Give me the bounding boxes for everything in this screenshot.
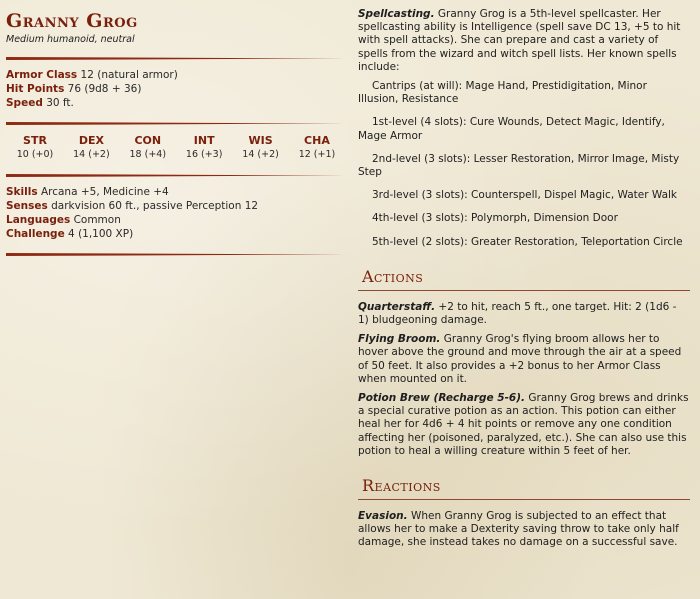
armor-class-line <box>6 68 346 82</box>
spell-list-4th-level: 4th-level (3 slots): Polymorph, Dimension Door <box>372 212 618 225</box>
spellcasting-trait <box>358 8 690 74</box>
armor-class-label: Armor Class <box>6 69 78 81</box>
senses-value: darkvision 60 ft., passive Perception 12 <box>51 200 259 212</box>
hit-points-value: 76 (9d8 + 36) <box>67 83 142 95</box>
languages-value: Common <box>73 214 121 226</box>
ability-name: WIS <box>248 134 273 147</box>
languages-line <box>6 213 346 227</box>
ability-name: STR <box>23 134 47 147</box>
creature-subtitle: Medium humanoid, neutral <box>6 34 135 45</box>
spellcasting-text: Granny Grog is a 5th-level spellcaster. Her spellcasting ability is Intelligence (spell save DC 13, +5 to hit with spell attacks). She can prepare and cast a variety of spells from the wizard and witch spell lists. Her known spells include: <box>358 8 681 73</box>
reactions-divider <box>358 499 690 500</box>
divider <box>6 57 346 60</box>
ability-str <box>10 133 60 162</box>
skills-value: Arcana +5, Medicine +4 <box>40 186 169 198</box>
ability-name: CHA <box>304 134 330 147</box>
divider <box>6 122 346 125</box>
ability-name: INT <box>193 134 215 147</box>
stat-block-right-column <box>358 8 690 556</box>
ability-score: 10 (+0) <box>16 149 54 160</box>
ability-name: DEX <box>78 134 104 147</box>
stat-block-left-column <box>6 8 346 264</box>
ability-con <box>123 133 173 162</box>
spell-list-2nd-level: 2nd-level (3 slots): Lesser Restoration, Mirror Image, Misty Step <box>358 152 680 179</box>
action-text: Granny Grog's flying broom allows her to hover above the ground and move through the air at a speed of 50 feet. It also provides a +2 bonus to her Armor Class when mounted on it. <box>358 333 682 385</box>
reaction-title: Evasion. <box>358 510 408 523</box>
actions-heading: Actions <box>362 266 424 286</box>
challenge-line <box>6 227 346 241</box>
action-text: +2 to hit, reach 5 ft., one target. Hit: 2 (1d6 - 1) bludgeoning damage. <box>358 300 677 327</box>
senses-label: Senses <box>6 200 48 212</box>
ability-score: 12 (+1) <box>298 149 336 160</box>
hit-points-label: Hit Points <box>6 83 65 95</box>
speed-value: 30 ft. <box>46 97 74 109</box>
divider <box>6 253 346 256</box>
spell-list-5th-level: 5th-level (2 slots): Greater Restoration, Teleportation Circle <box>372 235 683 248</box>
spell-list-cantrips: Cantrips (at will): Mage Hand, Prestidigitation, Minor Illusion, Resistance <box>358 80 647 106</box>
actions-divider <box>358 290 690 291</box>
challenge-value: 4 (1,100 XP) <box>68 228 134 240</box>
action-text: Granny Grog brews and drinks a special curative potion as an action. This potion can either heal her for 4d6 + 4 hit points or remove any one condition affecting her (poisoned, paralyzed, etc.). She can also use this potion to heal a willing creature within 5 feet of her. <box>358 392 689 457</box>
ability-score: 14 (+2) <box>73 149 110 160</box>
ability-scores <box>6 133 346 162</box>
challenge-label: Challenge <box>6 228 65 240</box>
spellcasting-title: Spellcasting. <box>358 8 435 20</box>
ability-int <box>179 133 229 162</box>
action-title: Quarterstaff. <box>358 300 436 313</box>
action-title: Potion Brew (Recharge 5-6). <box>358 392 526 405</box>
ability-wis <box>236 133 286 162</box>
languages-label: Languages <box>6 214 71 226</box>
action-title: Flying Broom. <box>358 333 441 346</box>
divider <box>6 174 346 177</box>
skills-line <box>6 185 346 199</box>
action-quarterstaff <box>358 301 690 327</box>
ability-cha <box>292 133 342 162</box>
reactions-heading: Reactions <box>362 476 441 496</box>
ability-score: 16 (+3) <box>185 149 223 160</box>
ability-score: 18 (+4) <box>129 149 167 160</box>
skills-label: Skills <box>6 186 38 198</box>
reaction-text: When Granny Grog is subjected to an effect that allows her to make a Dexterity saving throw to take only half damage, she instead takes no damage on a successful save. <box>358 510 679 549</box>
ability-score: 14 (+2) <box>242 149 279 160</box>
reaction-evasion <box>358 510 690 550</box>
armor-class-value: 12 (natural armor) <box>80 69 178 81</box>
speed-line <box>6 96 346 110</box>
action-potion-brew <box>358 392 690 458</box>
hit-points-line <box>6 82 346 96</box>
ability-dex <box>66 133 116 162</box>
speed-label: Speed <box>6 97 43 109</box>
spell-list-3rd-level: 3rd-level (3 slots): Counterspell, Dispel Magic, Water Walk <box>372 189 678 202</box>
spell-list-1st-level: 1st-level (4 slots): Cure Wounds, Detect Magic, Identify, Mage Armor <box>358 116 665 142</box>
senses-line <box>6 199 346 213</box>
ability-name: CON <box>134 134 162 147</box>
creature-name: Granny Grog <box>6 10 138 32</box>
action-flying-broom <box>358 333 690 386</box>
